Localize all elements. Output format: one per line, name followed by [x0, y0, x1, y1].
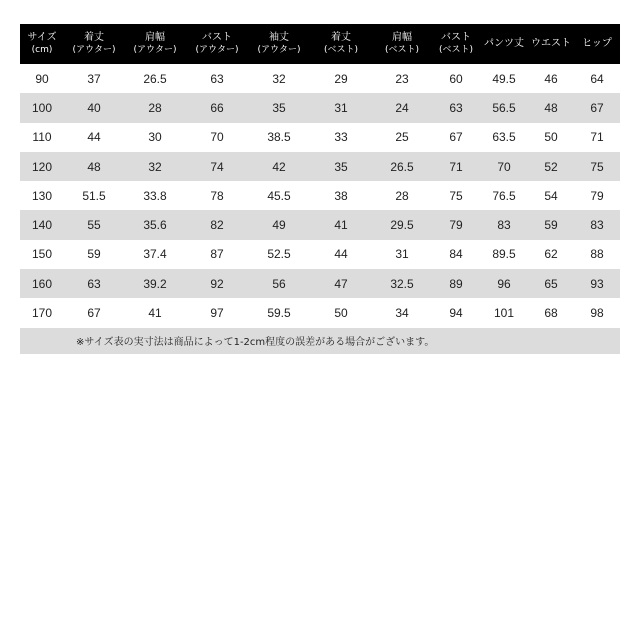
column-header-label: ウエスト [531, 38, 571, 49]
column-header-label: バスト [441, 32, 471, 43]
table-cell: 63 [449, 100, 463, 115]
table-row [20, 181, 620, 210]
table-cell: 140 [31, 218, 53, 233]
table-cell: 94 [449, 306, 463, 321]
table-cell: 33.8 [143, 188, 167, 203]
column-header-label: 着丈 [331, 32, 351, 43]
table-cell: 83 [590, 218, 604, 233]
table-cell: 35.6 [143, 218, 167, 233]
table-cell: 68 [544, 306, 558, 321]
table-cell: 65 [544, 276, 558, 291]
table-cell: 56.5 [492, 100, 516, 115]
table-cell: 39.2 [143, 276, 167, 291]
table-cell: 75 [449, 188, 463, 203]
table-cell: 63 [210, 71, 224, 86]
column-header-sublabel: (ベスト) [438, 45, 474, 55]
table-cell: 67 [87, 306, 101, 321]
column-header-label: バスト [202, 32, 232, 43]
table-cell: 66 [210, 100, 224, 115]
table-cell: 110 [32, 130, 52, 145]
column-header-sublabel: (アウター) [257, 45, 301, 55]
column-header [64, 24, 124, 64]
table-row [20, 152, 620, 181]
table-cell: 76.5 [492, 188, 516, 203]
column-header [372, 24, 432, 64]
table-cell: 54 [544, 188, 558, 203]
table-cell: 32 [148, 159, 162, 174]
table-cell: 26.5 [143, 71, 167, 86]
table-cell: 23 [395, 71, 409, 86]
table-cell: 93 [590, 276, 604, 291]
table-cell: 31 [395, 247, 409, 262]
table-cell: 40 [87, 100, 101, 115]
table-cell: 48 [87, 159, 101, 174]
table-cell: 34 [395, 306, 409, 321]
column-header [248, 24, 310, 64]
table-cell: 41 [334, 218, 348, 233]
table-cell: 30 [148, 130, 162, 145]
table-cell: 83 [497, 218, 511, 233]
column-header [574, 24, 620, 64]
table-cell: 38.5 [267, 130, 291, 145]
table-cell: 89 [449, 276, 463, 291]
table-cell: 63.5 [492, 130, 516, 145]
table-cell: 170 [31, 306, 53, 321]
table-row [20, 64, 620, 93]
table-cell: 120 [31, 159, 53, 174]
column-header-label: ヒップ [582, 38, 612, 49]
table-cell: 70 [210, 130, 224, 145]
table-cell: 24 [395, 100, 409, 115]
table-cell: 28 [395, 188, 409, 203]
column-header-sublabel: (アウター) [195, 45, 239, 55]
table-cell: 75 [590, 159, 604, 174]
column-header-label: パンツ丈 [484, 38, 524, 49]
size-note: ※サイズ表の実寸法は商品によって1-2cm程度の誤差がある場合がございます。 [76, 337, 435, 349]
column-header-label: 肩幅 [392, 32, 412, 43]
table-cell: 25 [395, 130, 409, 145]
size-table [20, 24, 620, 354]
table-cell: 59.5 [267, 306, 291, 321]
table-cell: 56 [272, 276, 286, 291]
column-header [124, 24, 186, 64]
table-cell: 46 [544, 71, 558, 86]
table-cell: 130 [31, 188, 53, 203]
column-header-sublabel: (アウター) [72, 45, 116, 55]
column-header [480, 24, 528, 64]
size-chart [20, 24, 620, 354]
table-cell: 150 [31, 247, 53, 262]
table-cell: 50 [334, 306, 348, 321]
table-cell: 62 [544, 247, 558, 262]
table-cell: 71 [590, 130, 604, 145]
table-cell: 49 [272, 218, 286, 233]
table-cell: 37 [87, 71, 101, 86]
table-cell: 59 [544, 218, 558, 233]
column-header [20, 24, 64, 64]
table-cell: 48 [544, 100, 558, 115]
table-cell: 92 [210, 276, 224, 291]
table-cell: 71 [449, 159, 463, 174]
table-row [20, 123, 620, 152]
table-cell: 29 [334, 71, 348, 86]
table-cell: 49.5 [492, 71, 516, 86]
table-row [20, 298, 620, 327]
column-header-label: 肩幅 [145, 32, 165, 43]
table-cell: 44 [87, 130, 101, 145]
table-cell: 98 [590, 306, 604, 321]
table-cell: 35 [334, 159, 348, 174]
table-cell: 100 [31, 100, 53, 115]
column-header-label: 着丈 [84, 32, 104, 43]
table-cell: 79 [590, 188, 604, 203]
table-cell: 67 [590, 100, 604, 115]
table-cell: 90 [35, 71, 49, 86]
table-body [20, 64, 620, 354]
table-cell: 88 [590, 247, 604, 262]
column-header [528, 24, 574, 64]
table-cell: 33 [334, 130, 348, 145]
table-row [20, 93, 620, 122]
table-cell: 32 [272, 71, 286, 86]
table-cell: 67 [449, 130, 463, 145]
table-cell: 42 [272, 159, 286, 174]
table-cell: 38 [334, 188, 348, 203]
table-cell: 63 [87, 276, 101, 291]
table-cell: 160 [31, 276, 53, 291]
column-header [432, 24, 480, 64]
table-cell: 96 [497, 276, 511, 291]
table-cell: 41 [148, 306, 162, 321]
table-cell: 64 [590, 71, 604, 86]
column-header-sublabel: (cm) [31, 45, 53, 55]
table-cell: 52.5 [267, 247, 291, 262]
table-cell: 74 [210, 159, 224, 174]
table-cell: 35 [272, 100, 286, 115]
table-cell: 47 [334, 276, 348, 291]
table-cell: 97 [210, 306, 224, 321]
table-cell: 70 [497, 159, 511, 174]
table-cell: 52 [544, 159, 558, 174]
table-cell: 82 [210, 218, 224, 233]
column-header-sublabel: (アウター) [133, 45, 177, 55]
table-cell: 89.5 [492, 247, 516, 262]
column-header-sublabel: (ベスト) [323, 45, 359, 55]
column-header [310, 24, 372, 64]
column-header [186, 24, 248, 64]
table-cell: 28 [148, 100, 162, 115]
table-cell: 44 [334, 247, 348, 262]
column-header-sublabel: (ベスト) [384, 45, 420, 55]
table-cell: 31 [334, 100, 348, 115]
table-cell: 101 [493, 306, 515, 321]
table-cell: 37.4 [143, 247, 167, 262]
table-cell: 26.5 [390, 159, 414, 174]
table-row [20, 210, 620, 239]
table-cell: 29.5 [390, 218, 414, 233]
table-cell: 51.5 [82, 188, 106, 203]
table-cell: 45.5 [267, 188, 291, 203]
table-cell: 84 [449, 247, 463, 262]
table-cell: 32.5 [390, 276, 414, 291]
note-row [20, 328, 620, 354]
column-header-label: サイズ [27, 32, 57, 43]
table-row [20, 269, 620, 298]
table-cell: 79 [449, 218, 463, 233]
table-cell: 87 [210, 247, 224, 262]
table-cell: 59 [87, 247, 101, 262]
table-cell: 60 [449, 71, 463, 86]
table-header-row [20, 24, 620, 64]
column-header-label: 袖丈 [269, 32, 289, 43]
table-cell: 78 [210, 188, 224, 203]
table-cell: 50 [544, 130, 558, 145]
table-row [20, 240, 620, 269]
table-cell: 55 [87, 218, 101, 233]
